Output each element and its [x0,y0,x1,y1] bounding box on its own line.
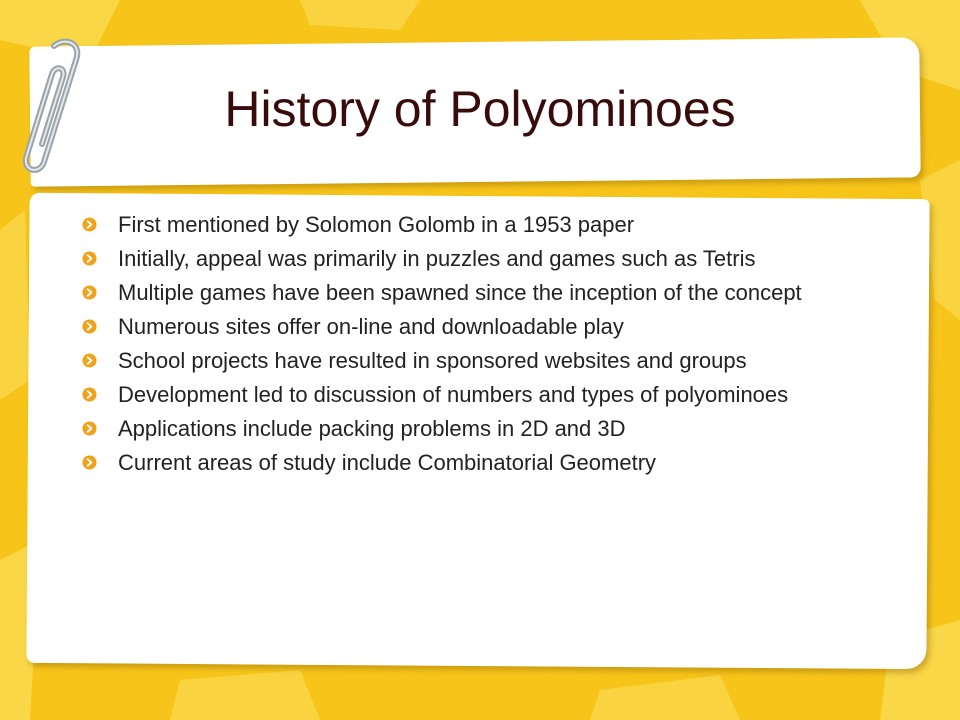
orange-circle-arrow-icon [82,421,97,436]
slide-title: History of Polyominoes [224,81,736,137]
bullet-text: Current areas of study include Combinatorial Geometry [118,450,657,475]
paperclip-icon [14,34,86,174]
bullet-text: First mentioned by Solomon Golomb in a 1953 paper [118,212,635,237]
orange-circle-arrow-icon [82,217,97,232]
bullet-item [82,212,862,238]
orange-circle-arrow-icon [82,387,97,402]
bullet-item [82,246,862,272]
orange-circle-arrow-icon [82,319,97,334]
orange-circle-arrow-icon [82,285,97,300]
orange-circle-arrow-icon [82,251,97,266]
bullet-list [82,212,862,484]
bullet-item [82,280,862,306]
bullet-item [82,450,862,476]
bullet-text: Initially, appeal was primarily in puzzles and games such as Tetris [118,246,756,271]
bullet-text: Development led to discussion of numbers and types of polyominoes [118,382,789,407]
bullet-text: School projects have resulted in sponsored websites and groups [118,348,747,373]
bullet-item [82,382,862,408]
bullet-text: Numerous sites offer on-line and downloadable play [118,314,624,339]
bullet-item [82,348,862,374]
bullet-item [82,314,862,340]
orange-circle-arrow-icon [82,353,97,368]
bullet-item [82,416,862,442]
bullet-text: Applications include packing problems in 2D and 3D [118,416,626,441]
bullet-text: Multiple games have been spawned since the inception of the concept [118,280,802,305]
orange-circle-arrow-icon [82,455,97,470]
